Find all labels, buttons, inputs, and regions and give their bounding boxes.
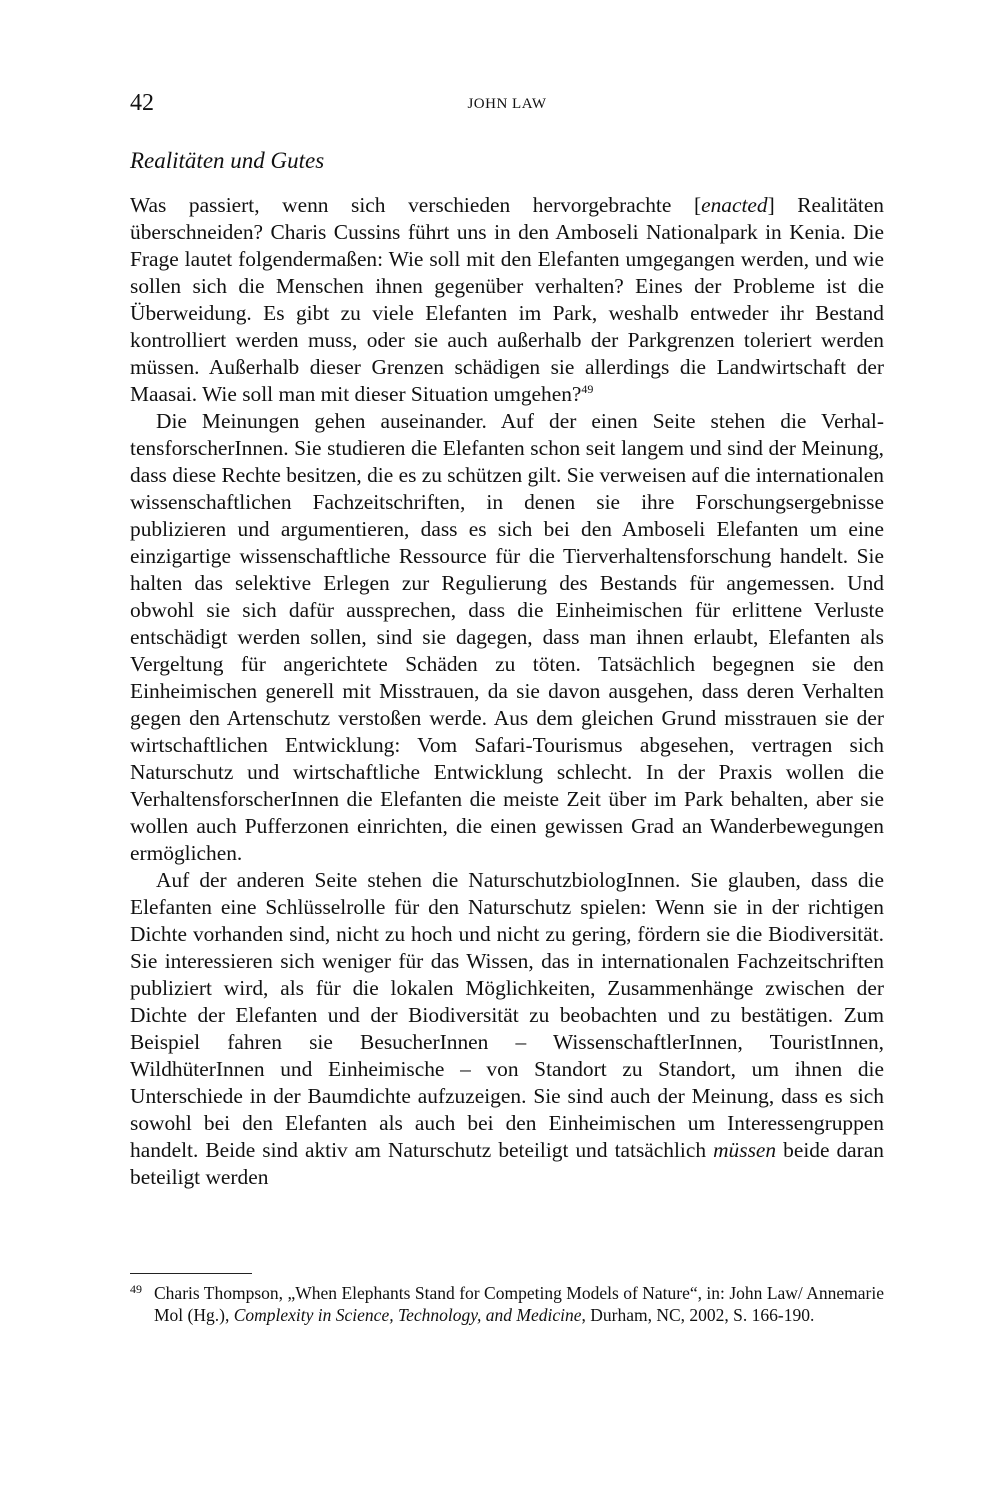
paragraph-2: Die Meinungen gehen auseinander. Auf der einen Seite stehen die VerhaltensforscherInnen. Sie studieren die Elefanten schon seit langem und sind der Meinung, dass diese Rechte besitzen, die es zu schützen gilt. Sie verweisen auf die internationalen wissenschaftlichen Fachzeitschriften, in denen sie ihre Forschungsergebnisse publizieren und argumentieren, dass es sich bei den Amboseli Elefanten um eine einzigartige wissenschaftliche Ressource für die Tierverhaltensforschung handelt. Sie halten das selektive Erlegen zur Regulierung des Bestands für angemessen. Und obwohl sie sich dafür aussprechen, dass die Einheimischen für erlittene Verluste entschädigt werden sollen, sind sie dagegen, dass man ihnen erlaubt, Elefanten als Vergeltung für angerichtete Schäden zu töten. Tatsächlich begegnen sie den Einheimischen generell mit Misstrauen, da sie davon ausgehen, dass deren Verhalten gegen den Artenschutz verstoßen werde. Aus dem gleichen Grund misstrauen sie der wirtschaftlichen Entwicklung: Vom Safari-Tourismus abgesehen, vertragen sich Naturschutz und wirtschaftliche Entwicklung schlecht. In der Praxis wollen die VerhaltensforscherInnen die Elefanten die meiste Zeit über im Park behalten, aber sie wollen auch Pufferzonen einrichten, die einen gewissen Grad an Wanderbewegungen ermöglichen. [130,409,884,865]
paragraph-1-part-a: Was passiert, wenn sich verschieden hervorgebrachte [ [130,193,702,217]
paragraph-3-part-c: beide daran beteiligt werden [130,1138,884,1189]
paragraph-1-part-c: ] Realitäten überschneiden? Charis Cussins führt uns in den Amboseli Nationalpark in Kenia. Die Frage lautet folgendermaßen: Wie soll mit den Elefanten umgegangen werden, und wie sollen sich die Menschen ihnen gegenüber verhalten? Eines der Probleme ist die Überweidung. Es gibt zu viele Elefanten im Park, weshalb entweder ihr Bestand kontrolliert werden muss, oder sie auch außerhalb der Parkgrenzen toleriert werden müssen. Außerhalb dieser Grenzen schädigen sie allerdings die Landwirtschaft der Maasai. Wie soll man mit dieser Situation umgehen? [130,193,885,406]
page-number: 42 [130,90,154,116]
footnote-reference[interactable]: 49 [581,381,594,396]
running-head [130,88,884,118]
footnote-divider [130,1273,252,1274]
footnote-book-title: Complexity in Science, Technology, and Medicine [233,1305,582,1325]
footnote-number: 49 [130,1282,142,1296]
paragraph-3-part-a: Auf der anderen Seite stehen die NaturschutzbiologInnen. Sie glauben, dass die Elefanten eine Schlüsselrolle für den Naturschutz spielen: Wenn sie in der richtigen Dichte vorhanden sind, nicht zu hoch und nicht zu gering, fördern sie die Biodiversität. Sie interessieren sich weniger für das Wissen, das in internationalen Fachzeitschriften publiziert wird, als für die lokalen Möglichkeiten, Zusammenhänge zwischen der Dichte der Elefanten und der Biodiversität zu beobachten und zu bestätigen. Zum Beispiel fahren sie BesucherInnen – WissenschaftlerInnen, TouristInnen, WildhüterInnen und Einheimische – von Standort zu Standort, um ihnen die Unterschiede in der Baumdichte aufzuzeigen. Sie sind auch der Meinung, dass es sich sowohl bei den Elefanten als auch bei den Einheimischen um Interessengruppen handelt. Beide sind aktiv am Naturschutz beteiligt und tatsächlich [130,868,884,1162]
body-text [130,192,884,1191]
footnote [130,1282,884,1326]
section-heading: Realitäten und Gutes [130,148,325,173]
paragraph-1 [130,192,884,408]
paragraph-3-emphasis: müssen [713,1138,777,1162]
footnote-text-part-c: , Durham, NC, 2002, S. 166-190. [581,1305,815,1325]
paragraph-1-emphasis: enacted [701,193,768,217]
footnote-text-part-a: Charis Thompson, „When Elephants Stand for Competing Models of Nature“, in: John Law/ Annemarie Mol (Hg.), [154,1283,884,1325]
footnote-text [154,1282,884,1326]
running-title: JOHN LAW [467,96,547,112]
paragraph-3 [130,867,884,1191]
